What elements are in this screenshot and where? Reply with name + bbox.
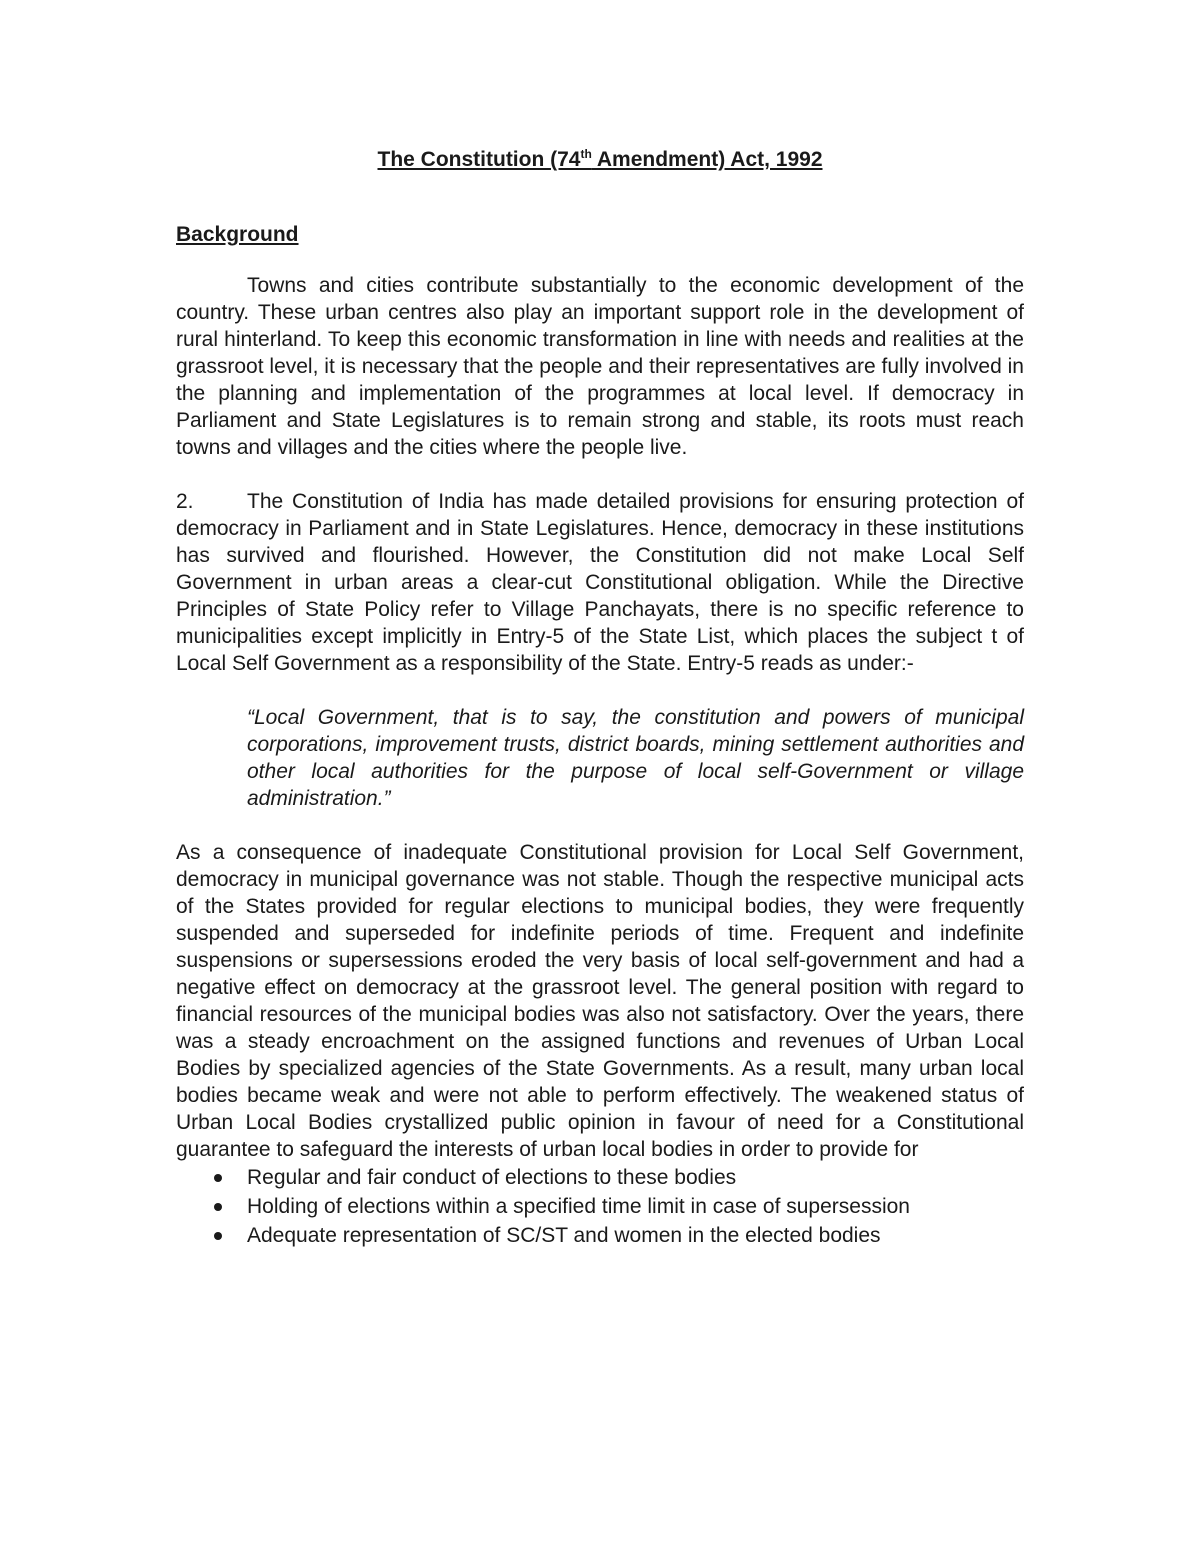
- bullet-list: [176, 1163, 1024, 1250]
- entry-5-quote: “Local Government, that is to say, the constitution and powers of municipal corporations, improvement trusts, district boards, mining settlement authorities and other local authorities for the purpose of local self-Government or village administration.”: [247, 706, 1024, 810]
- bullet-icon: [214, 1174, 222, 1182]
- bullet-icon: [214, 1203, 222, 1211]
- title-prefix: The Constitution (74: [377, 148, 581, 171]
- document-title: [176, 140, 1024, 180]
- list-item-text: Regular and fair conduct of elections to these bodies: [247, 1166, 737, 1189]
- paragraph-1: Towns and cities contribute substantially to the economic development of the country. These urban centres also play an important support role in the development of rural hinterland. To keep this economic transformation in line with needs and realities at the grassroot level, it is necessary that the people and their representatives are fully involved in the planning and implementation of the programmes at local level. If democracy in Parliament and State Legislatures is to remain strong and stable, its roots must reach towns and villages and the cities where the people live.: [176, 274, 1024, 459]
- list-item: [176, 1163, 1024, 1192]
- paragraph-3: As a consequence of inadequate Constitutional provision for Local Self Government, democracy in municipal governance was not stable. Though the respective municipal acts of the States provided for regular elections to municipal bodies, they were frequently suspended and superseded for indefinite periods of time. Frequent and indefinite suspensions or supersessions eroded the very basis of local self-government and had a negative effect on democracy at the grassroot level. The general position with regard to financial resources of the municipal bodies was also not satisfactory. Over the years, there was a steady encroachment on the assigned functions and revenues of Urban Local Bodies by specialized agencies of the State Governments. As a result, many urban local bodies became weak and were not able to perform effectively. The weakened status of Urban Local Bodies crystallized public opinion in favour of need for a Constitutional guarantee to safeguard the interests of urban local bodies in order to provide for: [176, 841, 1024, 1161]
- list-item-text: Holding of elections within a specified time limit in case of supersession: [247, 1195, 910, 1218]
- bullet-icon: [214, 1232, 222, 1240]
- document-page: [176, 140, 1024, 1250]
- list-item: [176, 1192, 1024, 1221]
- title-superscript: th: [580, 147, 592, 161]
- list-item-text: Adequate representation of SC/ST and women in the elected bodies: [247, 1224, 881, 1247]
- title-suffix: Amendment) Act, 1992: [591, 148, 823, 171]
- section-heading-background: Background: [176, 223, 299, 246]
- paragraph-2: [176, 488, 1024, 677]
- paragraph-2-text: The Constitution of India has made detailed provisions for ensuring protection of democracy in Parliament and in State Legislatures. Hence, democracy in these institutions has survived and flourished. However, the Constitution did not make Local Self Government in urban areas a clear-cut Constitutional obligation. While the Directive Principles of State Policy refer to Village Panchayats, there is no specific reference to municipalities except implicitly in Entry-5 of the State List, which places the subject t of Local Self Government as a responsibility of the State. Entry-5 reads as under:-: [176, 490, 1024, 675]
- list-item: [176, 1221, 1024, 1250]
- paragraph-number: 2.: [176, 490, 194, 513]
